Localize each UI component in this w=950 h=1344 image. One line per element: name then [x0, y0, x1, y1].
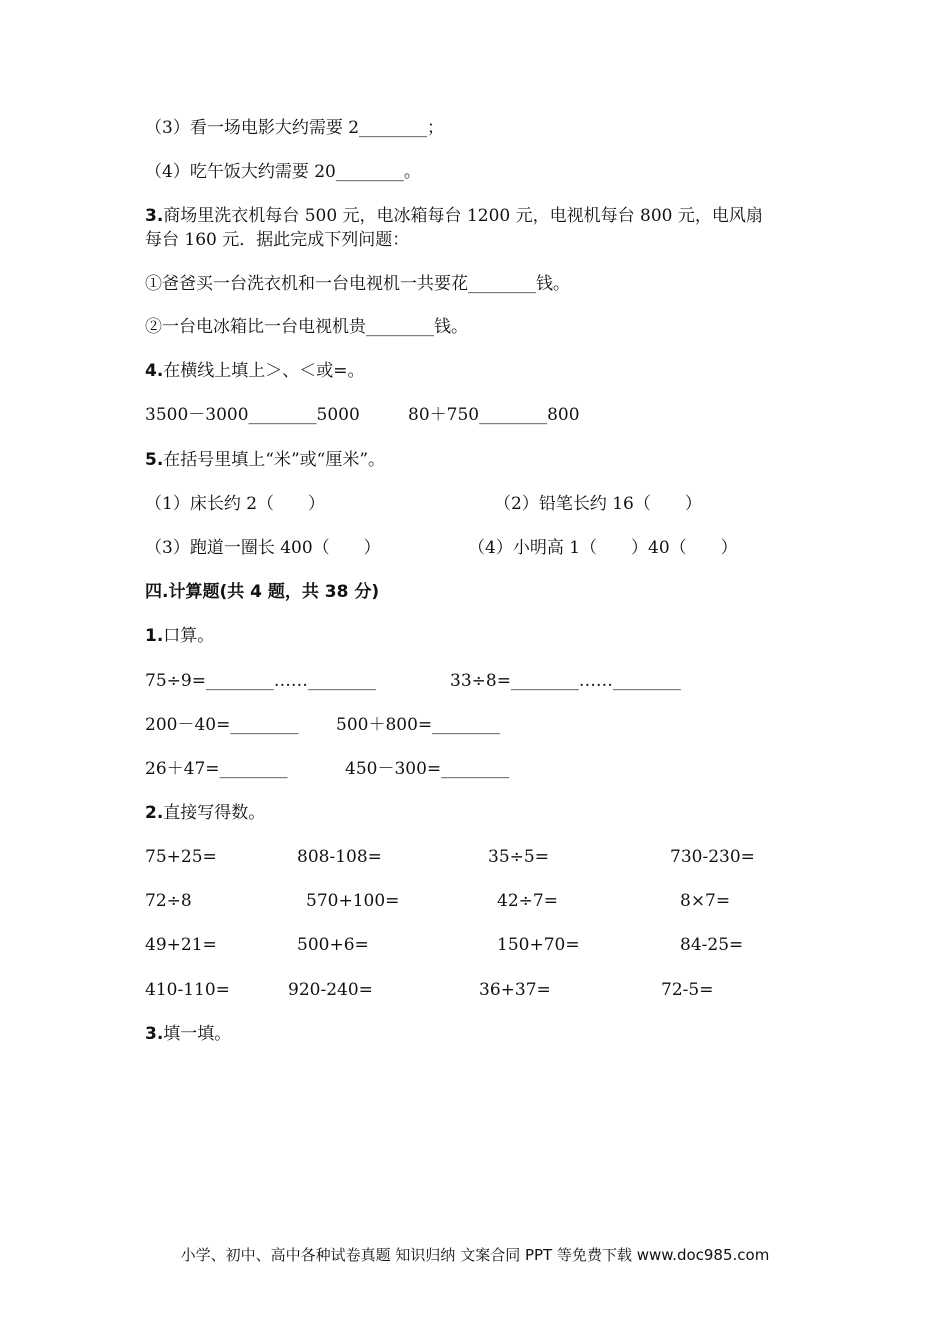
- calc-2-cell: 75+25=: [145, 847, 217, 867]
- calc-2-cell: 72÷8: [145, 891, 192, 911]
- question-4-expr1: 3500－3000________5000: [145, 405, 360, 425]
- calc-2-cell: 8×7=: [680, 891, 731, 911]
- question-text: 在横线上填上＞、＜或=。: [163, 361, 365, 381]
- question-number: 4.: [145, 361, 164, 381]
- calc-1-row1b: 33÷8=________……________: [450, 671, 681, 691]
- question-text: 口算。: [163, 626, 215, 646]
- question-4-expr2: 80＋750________800: [408, 405, 580, 425]
- calc-3-heading: [145, 1023, 231, 1045]
- calc-1-heading: [145, 625, 214, 647]
- question-5-item3: （3）跑道一圈长 400（ ）: [145, 538, 381, 558]
- question-5-item1: （1）床长约 2（ ）: [145, 494, 326, 514]
- calc-2-cell: 36+37=: [479, 980, 551, 1000]
- question-3-sub2: ②一台电冰箱比一台电视机贵________钱。: [145, 317, 468, 337]
- calc-2-cell: 72-5=: [661, 980, 714, 1000]
- question-number: 2.: [145, 803, 164, 823]
- calc-2-cell: 410-110=: [145, 980, 230, 1000]
- calc-1-row2b: 500＋800=________: [336, 715, 501, 735]
- calc-2-cell: 570+100=: [306, 891, 400, 911]
- calc-2-cell: 808-108=: [297, 847, 382, 867]
- calc-1-row3a: 26＋47=________: [145, 759, 288, 779]
- question-text: 直接写得数。: [163, 803, 266, 823]
- question-3-line1: [145, 205, 763, 227]
- calc-2-cell: 49+21=: [145, 935, 217, 955]
- question-5-item4: （4）小明高 1（ ）40（ ）: [468, 538, 738, 558]
- question-text: 填一填。: [163, 1024, 232, 1044]
- page-footer: 小学、初中、高中各种试卷真题 知识归纳 文案合同 PPT 等免费下载 www.doc985.com: [180, 1246, 770, 1264]
- question-number: 3.: [145, 1024, 164, 1044]
- calc-2-cell: 35÷5=: [488, 847, 549, 867]
- item-3-movie: （3）看一场电影大约需要 2________；: [145, 118, 445, 138]
- calc-2-cell: 500+6=: [297, 935, 369, 955]
- question-3-sub1: ①爸爸买一台洗衣机和一台电视机一共要花________钱。: [145, 274, 570, 294]
- question-3-line2: 每台 160 元．据此完成下列问题：: [145, 230, 410, 250]
- question-text: 在括号里填上“米”或“厘米”。: [163, 450, 386, 470]
- question-5-item2: （2）铅笔长约 16（ ）: [494, 494, 702, 514]
- calc-2-cell: 42÷7=: [497, 891, 558, 911]
- calc-2-cell: 150+70=: [497, 935, 580, 955]
- calc-1-row3b: 450－300=________: [345, 759, 510, 779]
- question-number: 5.: [145, 450, 164, 470]
- calc-2-heading: [145, 802, 265, 824]
- calc-1-row2a: 200－40=________: [145, 715, 299, 735]
- calc-2-cell: 730-230=: [670, 847, 755, 867]
- question-5-heading: [145, 449, 385, 471]
- section-4-title: 四.计算题(共 4 题，共 38 分): [145, 582, 380, 602]
- calc-1-row1a: 75÷9=________……________: [145, 671, 376, 691]
- calc-2-cell: 920-240=: [288, 980, 373, 1000]
- item-4-lunch: （4）吃午饭大约需要 20________。: [145, 162, 421, 182]
- calc-2-cell: 84-25=: [680, 935, 744, 955]
- question-text: 商场里洗衣机每台 500 元，电冰箱每台 1200 元，电视机每台 800 元，电风扇: [163, 206, 763, 226]
- question-number: 3.: [145, 206, 164, 226]
- question-4-heading: [145, 360, 365, 382]
- question-number: 1.: [145, 626, 164, 646]
